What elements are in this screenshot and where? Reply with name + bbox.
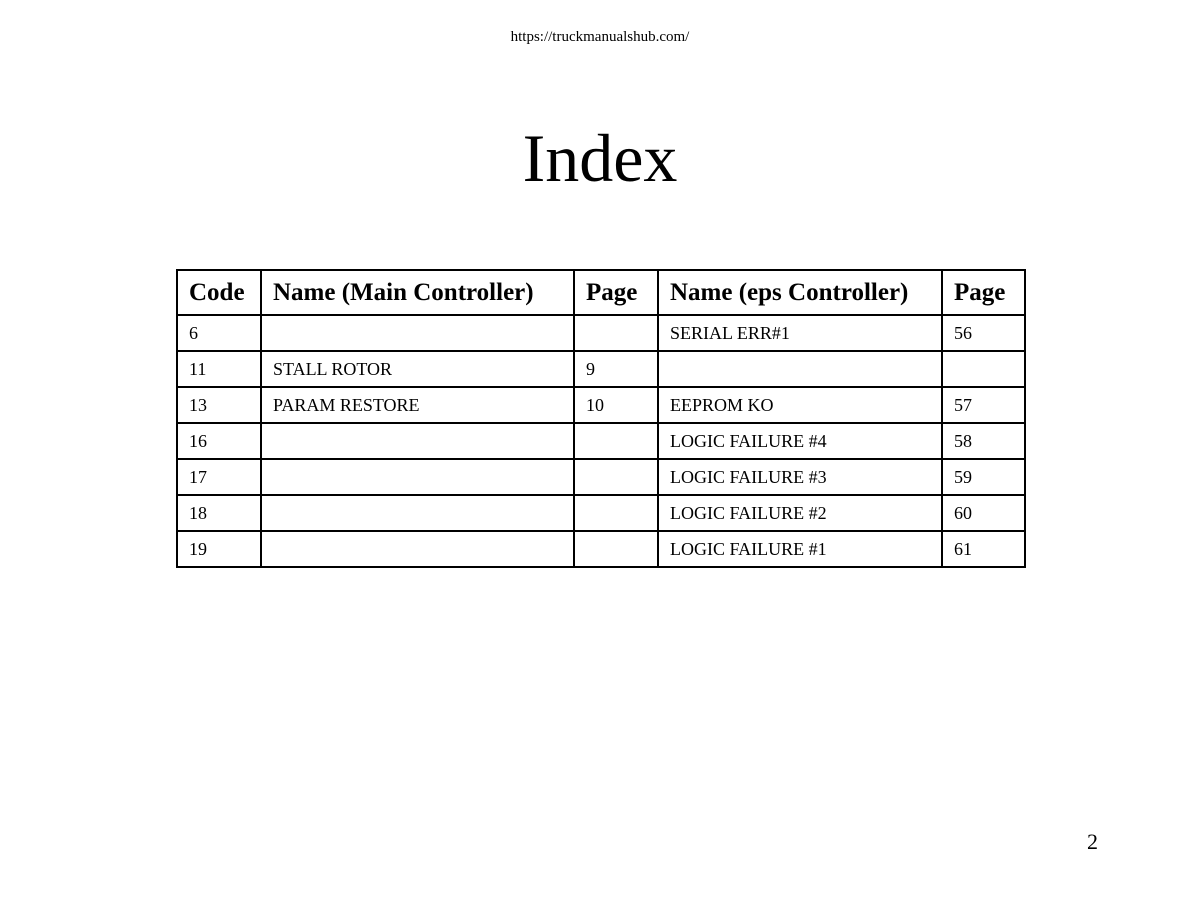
eps-page-cell: 56 xyxy=(942,315,1025,351)
main-page-cell xyxy=(574,423,658,459)
code-cell: 17 xyxy=(177,459,261,495)
eps-page-cell xyxy=(942,351,1025,387)
table-row xyxy=(177,423,1025,459)
eps-name-cell: LOGIC FAILURE #3 xyxy=(658,459,942,495)
header-url: https://truckmanualshub.com/ xyxy=(510,29,690,45)
main-name-cell: STALL ROTOR xyxy=(261,351,574,387)
header-main-controller-page: Page xyxy=(574,270,658,315)
code-cell: 16 xyxy=(177,423,261,459)
code-cell: 13 xyxy=(177,387,261,423)
main-page-cell: 9 xyxy=(574,351,658,387)
main-page-cell xyxy=(574,495,658,531)
table-row xyxy=(177,531,1025,567)
main-page-cell xyxy=(574,531,658,567)
main-name-cell xyxy=(261,423,574,459)
eps-page-cell: 58 xyxy=(942,423,1025,459)
table-row xyxy=(177,459,1025,495)
eps-name-cell: LOGIC FAILURE #1 xyxy=(658,531,942,567)
page-title: Index xyxy=(522,120,678,196)
header-eps-controller-name: Name (eps Controller) xyxy=(658,270,942,315)
index-table xyxy=(176,269,1026,568)
main-name-cell xyxy=(261,531,574,567)
eps-page-cell: 61 xyxy=(942,531,1025,567)
eps-name-cell: LOGIC FAILURE #2 xyxy=(658,495,942,531)
eps-page-cell: 60 xyxy=(942,495,1025,531)
header-code: Code xyxy=(177,270,261,315)
main-page-cell xyxy=(574,459,658,495)
code-cell: 11 xyxy=(177,351,261,387)
eps-name-cell: LOGIC FAILURE #4 xyxy=(658,423,942,459)
main-name-cell: PARAM RESTORE xyxy=(261,387,574,423)
code-cell: 6 xyxy=(177,315,261,351)
eps-page-cell: 57 xyxy=(942,387,1025,423)
table-row xyxy=(177,351,1025,387)
page-number: 2 xyxy=(1087,829,1098,854)
main-name-cell xyxy=(261,315,574,351)
main-name-cell xyxy=(261,459,574,495)
main-page-cell: 10 xyxy=(574,387,658,423)
main-page-cell xyxy=(574,315,658,351)
eps-name-cell xyxy=(658,351,942,387)
code-cell: 18 xyxy=(177,495,261,531)
header-eps-controller-page: Page xyxy=(942,270,1025,315)
eps-page-cell: 59 xyxy=(942,459,1025,495)
table-row xyxy=(177,315,1025,351)
header-main-controller-name: Name (Main Controller) xyxy=(261,270,574,315)
table-row xyxy=(177,387,1025,423)
eps-name-cell: EEPROM KO xyxy=(658,387,942,423)
code-cell: 19 xyxy=(177,531,261,567)
table-header-row xyxy=(177,270,1025,315)
eps-name-cell: SERIAL ERR#1 xyxy=(658,315,942,351)
main-name-cell xyxy=(261,495,574,531)
table-row xyxy=(177,495,1025,531)
